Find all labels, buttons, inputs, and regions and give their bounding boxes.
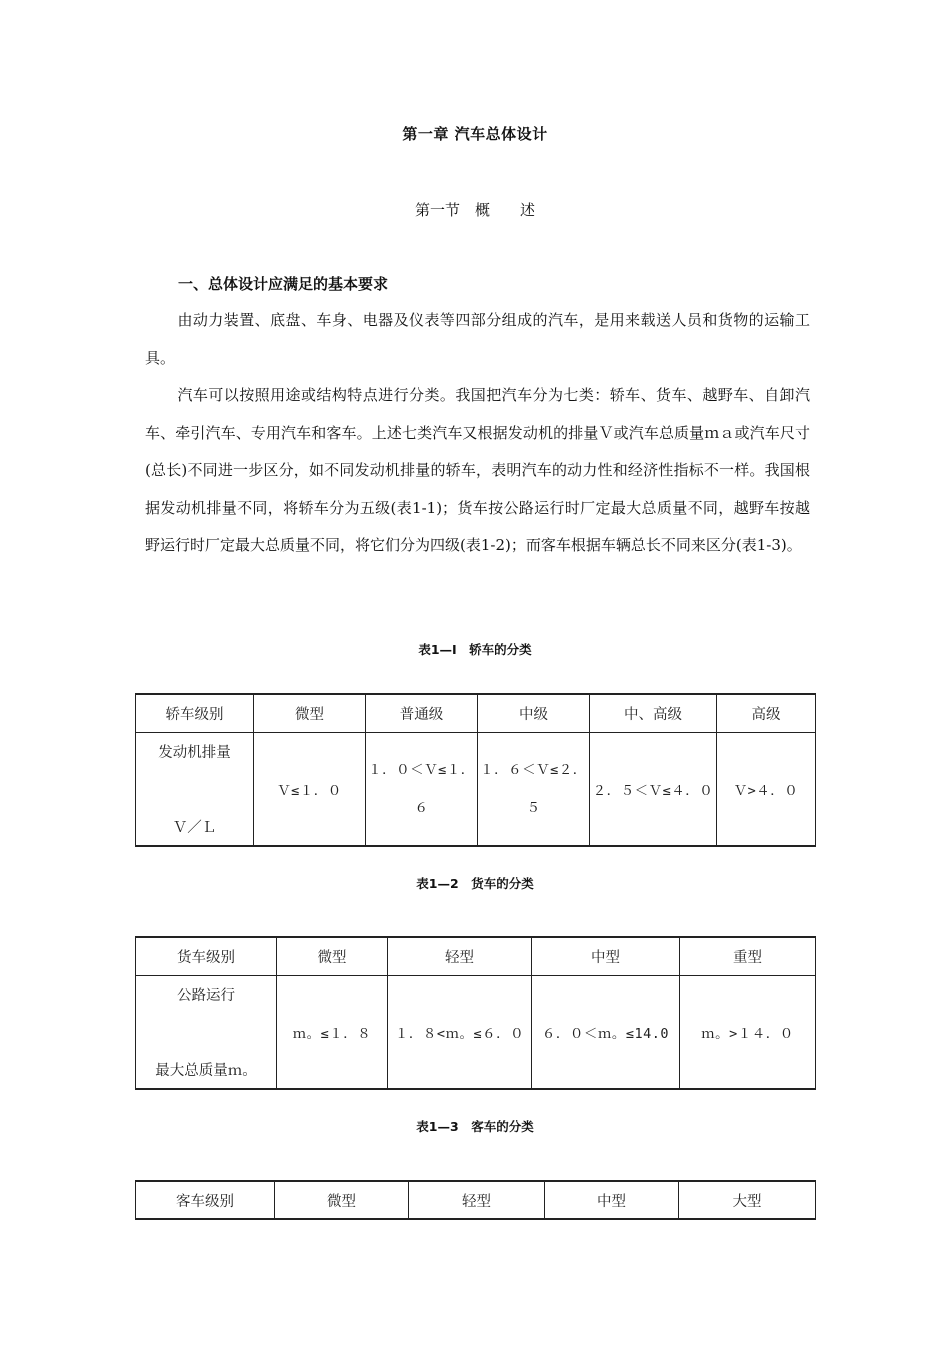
paragraph-classification-text: 汽车可以按照用途或结构特点进行分类。我国把汽车分为七类：轿车、货车、越野车、自卸汽车、牵引汽车、专用汽车和客车。上述七类汽车又根据发动机的排量Ｖ或汽车总质量ｍａ或汽车尺寸(总长)不同进一步区分，如不同发动机排量的轿车，表明汽车的动力性和经济性指标不一样。我国根据发动机排量不同，将轿车分为五级(表1-1)；货车按公路运行时厂定最大总质量不同，越野车按越野运行时厂定最大总质量不同，将它们分为四级(表1-2)；而客车根据车辆总长不同来区分(表1-3)。 (145, 386, 810, 554)
table-cell: Ｖ≤１．０ (254, 732, 366, 846)
table-header-cell: 普通级 (366, 694, 478, 732)
table2-caption: 表1—2 货车的分类 (416, 876, 534, 891)
row-label-cell (136, 975, 277, 1089)
table-header-cell: 货车级别 (136, 937, 277, 975)
table-row (136, 975, 816, 1089)
row-label-top: 发动机排量 (158, 744, 231, 761)
paragraph-intro-text: 由动力装置、底盘、车身、电器及仪表等四部分组成的汽车，是用来载送人员和货物的运输工具。 (145, 311, 810, 367)
chapter-title: 第一章 汽车总体设计 (402, 125, 548, 143)
table-cell: ６．０＜ｍ。≤14.0 (532, 975, 680, 1089)
bus-classification-table (135, 1180, 816, 1220)
table-cell: ｍ。≤１．８ (277, 975, 388, 1089)
table-header-cell: 重型 (680, 937, 816, 975)
row-label-top: 公路运行 (177, 987, 235, 1004)
heading-basic-requirements: 一、总体设计应满足的基本要求 (178, 275, 389, 293)
table-cell: ２．５＜Ｖ≤４．０ (590, 732, 717, 846)
paragraph-intro (145, 302, 810, 377)
table-header-cell: 轿车级别 (136, 694, 254, 732)
table3-caption: 表1—3 客车的分类 (416, 1119, 534, 1134)
table-row (136, 732, 816, 846)
table-header-cell: 客车级别 (136, 1181, 275, 1219)
table-cell: Ｖ>４．０ (717, 732, 816, 846)
table-header-cell: 微型 (275, 1181, 409, 1219)
truck-classification-table (135, 936, 816, 1090)
table-header-cell: 中型 (532, 937, 680, 975)
row-label-bottom: 最大总质量ｍ。 (155, 1062, 257, 1079)
table-header-cell: 中级 (478, 694, 590, 732)
table-header-cell: 轻型 (409, 1181, 545, 1219)
sedan-classification-table (135, 693, 816, 847)
table-header-cell: 中、高级 (590, 694, 717, 732)
table-header-row (136, 694, 816, 732)
table-header-cell: 微型 (254, 694, 366, 732)
table-header-cell: 微型 (277, 937, 388, 975)
table-header-row (136, 1181, 816, 1219)
table-header-cell: 高级 (717, 694, 816, 732)
table-cell: ｍ。>１４．０ (680, 975, 816, 1089)
table-cell: １．６＜Ｖ≤２．５ (478, 732, 590, 846)
row-label-bottom: Ｖ／Ｌ (172, 819, 217, 836)
table-header-row (136, 937, 816, 975)
row-label-cell (136, 732, 254, 846)
table-header-cell: 中型 (545, 1181, 679, 1219)
table-header-cell: 大型 (679, 1181, 816, 1219)
table-cell: １．０＜Ｖ≤１．６ (366, 732, 478, 846)
table-header-cell: 轻型 (388, 937, 532, 975)
paragraph-classification (145, 377, 810, 565)
section-title: 第一节 概 述 (414, 201, 535, 219)
table1-caption: 表1—Ⅰ 轿车的分类 (418, 642, 532, 657)
table-cell: １．８<ｍ。≤６．０ (388, 975, 532, 1089)
